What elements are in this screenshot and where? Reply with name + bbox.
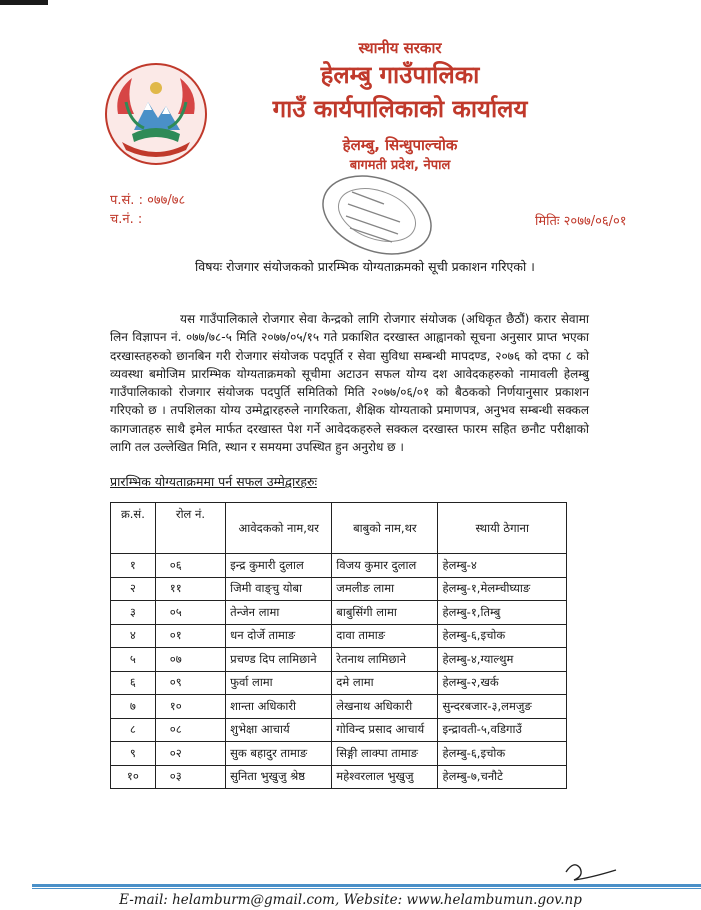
- col-header-roll: रोल नं.: [155, 503, 225, 554]
- table-row: [111, 624, 567, 648]
- table-row: [111, 742, 567, 766]
- footer-rule: [32, 884, 701, 887]
- cell-roll: ०३: [155, 765, 225, 789]
- cell-address: हेलम्बु-२,खर्क: [438, 671, 567, 695]
- table-row: [111, 671, 567, 695]
- footer-rule-thin: [32, 888, 701, 889]
- cell-applicant: धन दोर्जे तामाङ: [226, 624, 332, 648]
- cell-address: हेलम्बु-६,इचोक: [438, 742, 567, 766]
- table-row: [111, 601, 567, 625]
- address-line-1: हेलम्बु, सिन्धुपाल्चोक: [342, 136, 458, 154]
- subject-line: विषयः रोजगार संयोजकको प्रारम्भिक योग्यताक्रमको सूची प्रकाशन गरिएको ।: [195, 259, 535, 274]
- cell-father: लेखनाथ अधिकारी: [332, 695, 438, 719]
- cell-roll: ०९: [155, 671, 225, 695]
- cell-applicant: तेन्जेन लामा: [226, 601, 332, 625]
- cell-roll: ०८: [155, 718, 225, 742]
- municipality-name: हेलम्बु गाउँपालिका: [320, 61, 480, 89]
- cell-applicant: फुर्वा लामा: [226, 671, 332, 695]
- col-header-father: बाबुको नाम,थर: [332, 503, 438, 554]
- cell-roll: ०२: [155, 742, 225, 766]
- cell-address: हेलम्बु-७,चनौटे: [438, 765, 567, 789]
- cell-applicant: जिमी वाङ्चु योबा: [226, 577, 332, 601]
- table-row: [111, 718, 567, 742]
- cell-roll: ०७: [155, 648, 225, 672]
- office-name: गाउँ कार्यपालिकाको कार्यालय: [272, 95, 528, 123]
- cell-address: हेलम्बु-४,ग्याल्थुम: [438, 648, 567, 672]
- scan-corner-mark: [0, 0, 48, 5]
- cell-applicant: शान्ता अधिकारी: [226, 695, 332, 719]
- cell-father: बाबुसिंगी लामा: [332, 601, 438, 625]
- cell-applicant: इन्द्र कुमारी दुलाल: [226, 554, 332, 578]
- cell-roll: ०१: [155, 624, 225, 648]
- reference-number: प.सं. : ०७७/७८: [110, 193, 186, 208]
- cell-serial: ४: [111, 624, 156, 648]
- office-stamp-icon: [312, 170, 442, 260]
- table-row: [111, 765, 567, 789]
- cell-serial: ७: [111, 695, 156, 719]
- cell-serial: १: [111, 554, 156, 578]
- cell-address: हेलम्बु-६,इचोक: [438, 624, 567, 648]
- cell-address: हेलम्बु-१,मेलम्चीघ्याङ: [438, 577, 567, 601]
- candidate-table: [110, 502, 567, 789]
- cell-serial: ५: [111, 648, 156, 672]
- cell-serial: ६: [111, 671, 156, 695]
- cell-address: इन्द्रावती-५,वडिगाउँ: [438, 718, 567, 742]
- cell-serial: ८: [111, 718, 156, 742]
- cell-address: सुन्दरबजार-३,लमजुङ: [438, 695, 567, 719]
- cell-address: हेलम्बु-१,तिम्बु: [438, 601, 567, 625]
- table-row: [111, 695, 567, 719]
- footer-contact: E-mail: helamburm@gmail.com, Website: www.helambumun.gov.np: [119, 892, 582, 908]
- cell-applicant: प्रचण्ड दिप लामिछाने: [226, 648, 332, 672]
- cell-father: रेतनाथ लामिछाने: [332, 648, 438, 672]
- cell-father: दमे लामा: [332, 671, 438, 695]
- cell-roll: ०६: [155, 554, 225, 578]
- cell-father: विजय कुमार दुलाल: [332, 554, 438, 578]
- nepal-emblem-icon: [104, 62, 208, 166]
- cell-roll: ११: [155, 577, 225, 601]
- table-header-row: [111, 503, 567, 554]
- table-row: [111, 554, 567, 578]
- cell-serial: २: [111, 577, 156, 601]
- cell-serial: ३: [111, 601, 156, 625]
- cell-serial: ९: [111, 742, 156, 766]
- cell-applicant: शुभेक्षा आचार्य: [226, 718, 332, 742]
- list-heading: प्रारम्भिक योग्यताक्रममा पर्न सफल उम्मेद्वारहरुः: [110, 474, 317, 489]
- dispatch-number: च.नं. :: [110, 212, 143, 227]
- letter-date: मितिः २०७७/०६/०१: [535, 214, 627, 229]
- cell-father: गोविन्द प्रसाद आचार्य: [332, 718, 438, 742]
- col-header-applicant: आवेदकको नाम,थर: [226, 503, 332, 554]
- cell-applicant: सुनिता भुखुजु श्रेष्ठ: [226, 765, 332, 789]
- cell-father: दावा तामाङ: [332, 624, 438, 648]
- cell-serial: १०: [111, 765, 156, 789]
- table-row: [111, 577, 567, 601]
- col-header-serial: क्र.सं.: [111, 503, 156, 554]
- address-line-2: बागमती प्रदेश, नेपाल: [349, 158, 451, 173]
- cell-roll: १०: [155, 695, 225, 719]
- body-paragraph: यस गाउँपालिकाले रोजगार सेवा केन्द्रको लागि रोजगार संयोजक (अधिकृत छैठौं) करार सेवामा लिन विज्ञापन नं. ०७७/७८-५ मिति २०७७/०५/१५ गते प्रकाशित दरखास्त आह्वानको सूचना अनुसार प्राप्त भएका दरखास्तहरुको छानबिन गरी रोजगार संयोजक पदपूर्ति र सेवा सुविधा सम्बन्धी मापदण्ड, २०७६ को दफा ८ को व्यवस्था बमोजिम प्रारम्भिक योग्यताक्रमको सूचीमा अटाउन सफल योग्य दश आवेदकहरुको नामावली हेलम्बु गाउँपालिकाको रोजगार संयोजक पदपुर्ति समितिको मिति २०७७/०६/०१ को बैठकको निर्णयानुसार प्रकाशन गरिएको छ । तपशिलका योग्य उम्मेद्वारहरुले नागरिकता, शैक्षिक योग्यताको प्रमाणपत्र, अनुभव सम्बन्धी सक्कल कागजातहरु साथै इमेल मार्फत दरखास्त पेश गर्ने आवेदकहरुले सक्कल दरखास्त फारम सहित छनौट परीक्षाको लागि तल उल्लेखित मिति, स्थान र समयमा उपस्थित हुन अनुरोध छ ।: [110, 312, 589, 455]
- gov-label: स्थानीय सरकार: [358, 39, 442, 57]
- cell-roll: ०५: [155, 601, 225, 625]
- col-header-address: स्थायी ठेगाना: [438, 503, 567, 554]
- letterhead: [200, 38, 600, 176]
- cell-applicant: सुक बहादुर तामाङ: [226, 742, 332, 766]
- cell-address: हेलम्बु-४: [438, 554, 567, 578]
- cell-father: महेश्वरलाल भुखुजु: [332, 765, 438, 789]
- cell-father: जमलीङ लामा: [332, 577, 438, 601]
- table-row: [111, 648, 567, 672]
- cell-father: सिङ्गी लाक्पा तामाङ: [332, 742, 438, 766]
